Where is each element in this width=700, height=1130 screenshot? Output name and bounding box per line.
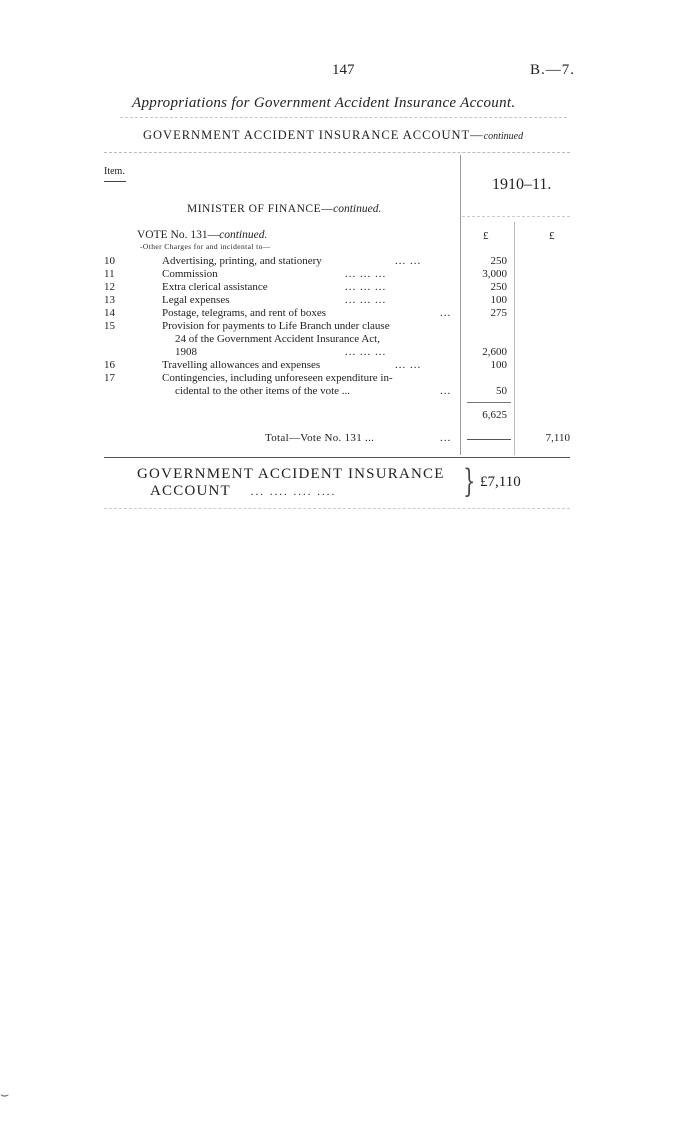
rule-top bbox=[120, 117, 567, 118]
document-code: B.—7. bbox=[530, 62, 576, 78]
subtotal-amount: 6,625 bbox=[482, 409, 507, 421]
leader-dots: ... ... ... bbox=[345, 294, 387, 306]
leader-dots: ... bbox=[440, 385, 452, 397]
item-number: 14 bbox=[104, 307, 115, 319]
leader-dots: ... ... bbox=[395, 255, 422, 267]
item-amount: 250 bbox=[490, 255, 507, 267]
item-description: Advertising, printing, and stationery bbox=[162, 255, 322, 267]
item-number: 11 bbox=[104, 268, 115, 280]
item-description: Travelling allowances and expenses bbox=[162, 359, 321, 371]
leader-dots: ... ... bbox=[395, 359, 422, 371]
vote-total-label: Total—Vote No. 131 ... bbox=[265, 432, 375, 444]
item-number: 16 bbox=[104, 359, 115, 371]
vote-heading-suffix: continued. bbox=[219, 229, 268, 241]
item-number: 12 bbox=[104, 281, 115, 293]
page-number: 147 bbox=[332, 62, 355, 78]
brace-glyph: } bbox=[463, 462, 476, 500]
item-amount: 100 bbox=[490, 359, 507, 371]
item-number: 17 bbox=[104, 372, 115, 384]
item-amount: 3,000 bbox=[482, 268, 507, 280]
scan-edge-mark: ⌣ bbox=[0, 1088, 10, 1103]
item-header-underline bbox=[104, 181, 126, 182]
year-header: 1910–11. bbox=[492, 176, 552, 193]
currency-column-1: £ bbox=[483, 230, 489, 242]
vote-heading-main: VOTE No. 131— bbox=[137, 229, 220, 241]
section-title-main: GOVERNMENT ACCIDENT INSURANCE ACCOUNT— bbox=[143, 128, 484, 142]
item-description: Commission bbox=[162, 268, 218, 280]
item-description: Provision for payments to Life Branch under clause bbox=[162, 320, 390, 332]
minister-heading bbox=[187, 203, 381, 215]
minister-heading-main: MINISTER OF FINANCE— bbox=[187, 203, 334, 215]
item-description: Postage, telegrams, and rent of boxes bbox=[162, 307, 327, 319]
rule-table-top bbox=[104, 152, 570, 153]
column-rule-1 bbox=[460, 155, 461, 455]
vote-total-amount: 7,110 bbox=[545, 432, 570, 444]
item-amount: 2,600 bbox=[482, 346, 507, 358]
minister-heading-suffix: continued. bbox=[333, 203, 382, 215]
item-description: Contingencies, including unforeseen expenditure in- bbox=[162, 372, 393, 384]
item-description-continuation: cidental to the other items of the vote ... bbox=[175, 385, 351, 397]
page-subtitle: Appropriations for Government Accident Insurance Account. bbox=[132, 95, 516, 111]
leader-dots: ... ... ... bbox=[345, 281, 387, 293]
item-column-header: Item. bbox=[104, 166, 125, 177]
column-rule-2 bbox=[514, 222, 515, 455]
vote-heading bbox=[137, 229, 267, 241]
item-amount: 100 bbox=[490, 294, 507, 306]
item-description-continuation: 1908 bbox=[175, 346, 197, 358]
summary-account-label: ACCOUNT bbox=[150, 483, 231, 499]
other-charges-heading: -Other Charges for and incidental to— bbox=[140, 242, 271, 251]
item-number: 10 bbox=[104, 255, 115, 267]
item-description: Legal expenses bbox=[162, 294, 230, 306]
leader-dots: ... bbox=[440, 307, 452, 319]
section-title-suffix: continued bbox=[483, 131, 524, 142]
item-number: 15 bbox=[104, 320, 115, 332]
item-description-continuation: 24 of the Government Accident Insurance Act, bbox=[175, 333, 380, 345]
summary-account-line-2 bbox=[150, 483, 336, 500]
leader-dots: ... ... ... bbox=[345, 268, 387, 280]
subtotal-rule bbox=[467, 402, 511, 403]
currency-column-2: £ bbox=[549, 230, 555, 242]
year-underline bbox=[462, 216, 570, 217]
leader-dots: ... .... .... .... bbox=[250, 486, 337, 498]
item-amount: 250 bbox=[490, 281, 507, 293]
leader-dots: ... ... ... bbox=[345, 346, 387, 358]
total-rule bbox=[467, 439, 511, 440]
rule-summary-top bbox=[104, 457, 570, 458]
summary-amount: £7,110 bbox=[480, 474, 521, 490]
rule-summary-bottom bbox=[104, 508, 570, 509]
item-amount: 275 bbox=[490, 307, 507, 319]
item-description: Extra clerical assistance bbox=[162, 281, 268, 293]
summary-account-line-1: GOVERNMENT ACCIDENT INSURANCE bbox=[137, 466, 445, 482]
leader-dots: ... bbox=[440, 432, 452, 444]
item-number: 13 bbox=[104, 294, 115, 306]
item-amount: 50 bbox=[496, 385, 507, 397]
section-title bbox=[143, 128, 523, 143]
